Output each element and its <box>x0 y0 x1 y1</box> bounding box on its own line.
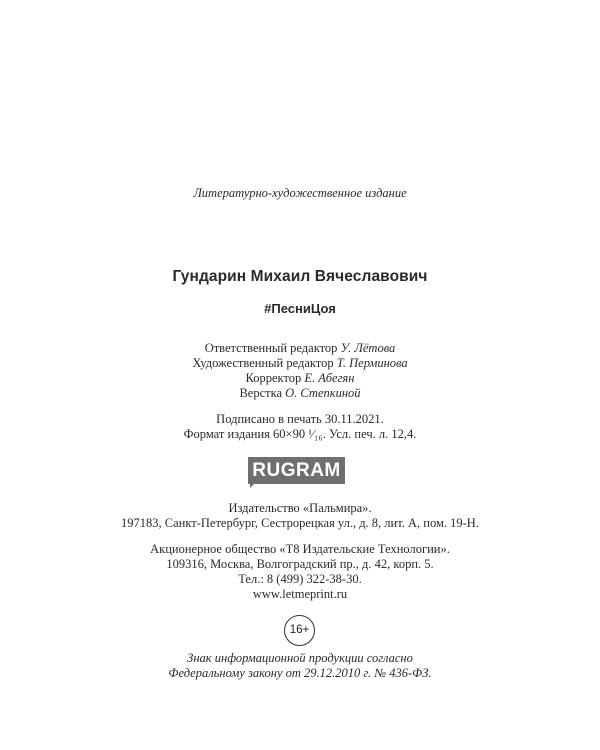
publisher-name: Издательство «Пальмира». <box>228 501 372 515</box>
credit-role: Ответственный редактор <box>204 341 338 355</box>
printer-website: www.letmeprint.ru <box>252 587 348 601</box>
publisher-logo: RUGRAM <box>248 457 345 484</box>
credit-layout <box>0 386 600 401</box>
printer-phone: Тел.: 8 (499) 322-38-30. <box>238 572 362 586</box>
law-note-line-1: Знак информационной продукции согласно <box>187 651 413 665</box>
credit-name: О. Степкиной <box>285 386 361 400</box>
credit-name: Т. Перминова <box>336 356 408 370</box>
credit-name: Е. Абегян <box>304 371 355 385</box>
credit-role: Художественный редактор <box>192 356 334 370</box>
print-format: Формат издания 60×90 ¹⁄₁₆. Усл. печ. л. 12,4. <box>183 427 417 441</box>
print-signed-date: Подписано в печать 30.11.2021. <box>216 412 384 426</box>
author-name: Гундарин Михаил Вячеславович <box>172 268 428 285</box>
credit-proofreader <box>0 371 600 386</box>
publisher-address: 197183, Санкт-Петербург, Сестрорецкая ул., д. 8, лит. А, пом. 19-Н. <box>121 516 479 530</box>
credit-name: У. Лётова <box>340 341 396 355</box>
age-rating-badge: 16+ <box>284 615 315 646</box>
law-note-line-2: Федеральному закону от 29.12.2010 г. № 436-ФЗ. <box>168 666 432 680</box>
book-title: #ПесниЦоя <box>264 301 336 316</box>
credit-art-editor <box>0 356 600 371</box>
credit-managing-editor <box>0 341 600 356</box>
credit-role: Корректор <box>245 371 302 385</box>
printer-address: 109316, Москва, Волгоградский пр., д. 42, корп. 5. <box>166 557 434 571</box>
printer-name: Акционерное общество «Т8 Издательские Технологии». <box>150 542 450 556</box>
credit-role: Верстка <box>239 386 283 400</box>
edition-type: Литературно-художественное издание <box>193 186 407 200</box>
publisher-logo-notch <box>250 483 255 488</box>
